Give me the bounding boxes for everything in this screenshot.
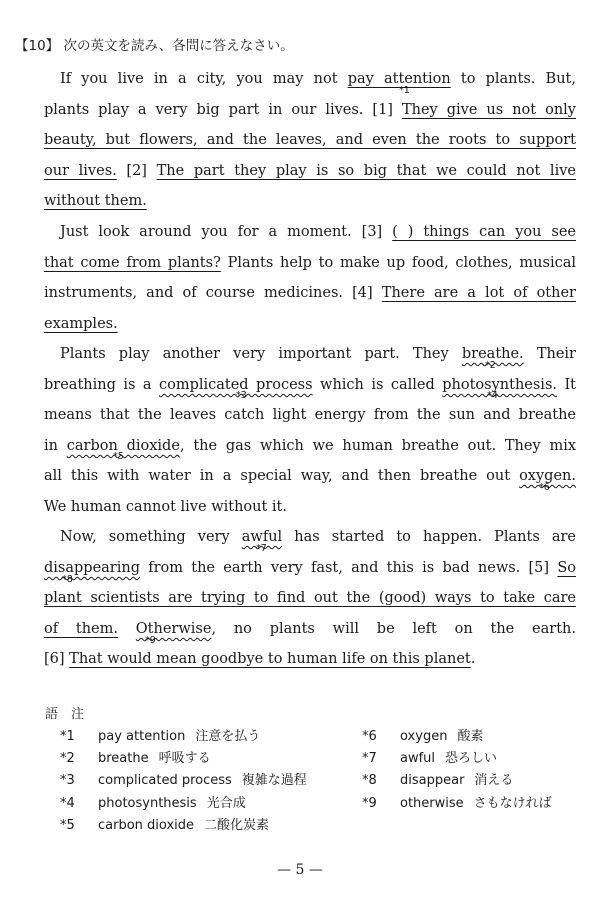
glossary-meaning: 二酸化炭素 [204, 818, 270, 833]
underlined-phrase: The part they play is so big that we could not live [156, 163, 576, 179]
annotation-mark: *6 [539, 482, 550, 493]
underlined-phrase: They give us not only [401, 102, 576, 118]
passage-text: [6] [44, 651, 70, 667]
glossary-term: photosynthesis [98, 796, 197, 811]
passage-text: , no plants will be left on the earth. [211, 621, 576, 637]
annotation-mark: *5 [113, 451, 124, 462]
passage-line [44, 314, 576, 336]
underlined-phrase: of them. [44, 621, 118, 637]
underlined-phrase: So [557, 560, 576, 576]
passage-line [44, 100, 576, 122]
glossary-meaning: 光合成 [206, 796, 246, 811]
passage-line [60, 222, 576, 244]
glossary-title: 語 注 [45, 707, 85, 722]
glossary-meaning: 恐ろしい [445, 751, 498, 766]
glossary-term: breathe [98, 751, 149, 766]
passage-line [44, 436, 576, 458]
passage-text: has started to happen. Plants are [282, 529, 576, 545]
passage-text: to plants. But, [450, 71, 576, 87]
glossary-meaning: 注意を払う [195, 729, 261, 744]
vocabulary-word: awful [241, 529, 283, 545]
vocabulary-word: oxygen. [519, 468, 576, 484]
glossary-number: *3 [60, 773, 75, 788]
underlined-phrase: without them. [44, 193, 147, 209]
glossary-term: otherwise [400, 796, 464, 811]
passage-text: which is called [312, 377, 443, 393]
passage-line [60, 527, 576, 549]
passage-text: Plants help to make up food, clothes, musical [220, 255, 577, 271]
annotation-mark: *3 [236, 390, 247, 401]
vocabulary-word: complicated process [158, 377, 313, 393]
passage-line [44, 161, 576, 183]
glossary-item [60, 773, 307, 789]
glossary-item [60, 729, 260, 745]
underlined-phrase: That would mean goodbye to human life on this planet [69, 651, 471, 667]
glossary-number: *7 [362, 751, 377, 766]
passage-text: [2] [116, 163, 157, 179]
passage-text: Just look around you for a moment. [3] [60, 224, 393, 240]
glossary-meaning: 消える [474, 773, 514, 788]
glossary-item [362, 729, 483, 745]
glossary-number: *9 [362, 796, 377, 811]
passage-line [44, 588, 576, 610]
passage-line [44, 405, 576, 427]
glossary-item [362, 773, 513, 789]
passage-text: Now, something very [60, 529, 242, 545]
glossary-meaning: 複雑な過程 [241, 773, 307, 788]
vocabulary-word: disappearing [44, 560, 140, 576]
passage-text: , the gas which we human breathe out. They mix [179, 438, 577, 454]
annotation-mark: *8 [62, 574, 73, 585]
glossary-term: pay attention [98, 729, 186, 744]
annotation-mark: *4 [487, 390, 498, 401]
passage-line [44, 619, 576, 641]
glossary-term: awful [400, 751, 436, 766]
vocabulary-word: breathe. [461, 346, 524, 362]
annotation-mark: *2 [485, 360, 496, 371]
passage-text: breathing is a [44, 377, 159, 393]
passage-text: in [44, 438, 67, 454]
vocabulary-word: Otherwise [135, 621, 212, 637]
annotation-mark: *7 [256, 543, 267, 554]
passage-text: It [557, 377, 577, 393]
glossary-item [60, 751, 211, 767]
passage-text [118, 621, 136, 637]
glossary-term: carbon dioxide [98, 818, 195, 833]
glossary-item [60, 818, 269, 834]
passage-text: We human cannot live without it. [44, 499, 287, 515]
glossary-number: *6 [362, 729, 377, 744]
annotation-mark: *1 [399, 85, 410, 96]
passage-line [44, 466, 576, 488]
glossary-number: *2 [60, 751, 75, 766]
vocabulary-word: carbon dioxide [66, 438, 180, 454]
underlined-phrase: ( ) things can you see [392, 224, 577, 240]
passage-line [60, 69, 576, 91]
passage-line [60, 344, 576, 366]
glossary-number: *8 [362, 773, 377, 788]
page-number: — 5 — [277, 862, 323, 878]
glossary-term: complicated process [98, 773, 232, 788]
vocabulary-word: photosynthesis. [442, 377, 557, 393]
passage-line [44, 283, 576, 305]
passage-text: . [470, 651, 476, 667]
glossary-item [60, 796, 246, 812]
glossary-number: *1 [60, 729, 75, 744]
passage-line [44, 649, 576, 671]
passage-text: plants play a very big part in our lives. [1] [44, 102, 402, 118]
underlined-phrase: pay attention [347, 71, 451, 87]
passage-text: all this with water in a special way, and then breathe out [44, 468, 520, 484]
underlined-phrase: our lives. [44, 163, 117, 179]
passage-text: instruments, and of course medicines. [4] [44, 285, 382, 301]
passage-text: from the earth very fast, and this is bad news. [5] [140, 560, 558, 576]
glossary-number: *4 [60, 796, 75, 811]
glossary-meaning: 呼吸する [158, 751, 211, 766]
passage-line [44, 497, 576, 519]
glossary-item [362, 796, 552, 812]
passage-line [44, 191, 576, 213]
passage-line [44, 558, 576, 580]
passage-line [44, 130, 576, 152]
passage-text: If you live in a city, you may not [60, 71, 348, 87]
annotation-mark: *9 [145, 635, 156, 646]
glossary-number: *5 [60, 818, 75, 833]
glossary-meaning: さもなければ [473, 796, 552, 811]
passage-text: Their [523, 346, 576, 362]
passage-line [44, 253, 576, 275]
underlined-phrase: examples. [44, 316, 118, 332]
underlined-phrase: that come from plants? [44, 255, 221, 271]
glossary-term: disappear [400, 773, 465, 788]
passage-text: Plants play another very important part. They [60, 346, 462, 362]
glossary-term: oxygen [400, 729, 448, 744]
underlined-phrase: There are a lot of other [381, 285, 576, 301]
underlined-phrase: plant scientists are trying to find out the (good) ways to take care [44, 590, 576, 606]
underlined-phrase: beauty, but flowers, and the leaves, and even the roots to support [44, 132, 576, 148]
glossary-meaning: 酸素 [457, 729, 484, 744]
question-header: 【10】 次の英文を読み、各問に答えなさい。 [15, 38, 294, 54]
passage-text: means that the leaves catch light energy from the sun and breathe [44, 407, 576, 423]
glossary-item [362, 751, 497, 767]
